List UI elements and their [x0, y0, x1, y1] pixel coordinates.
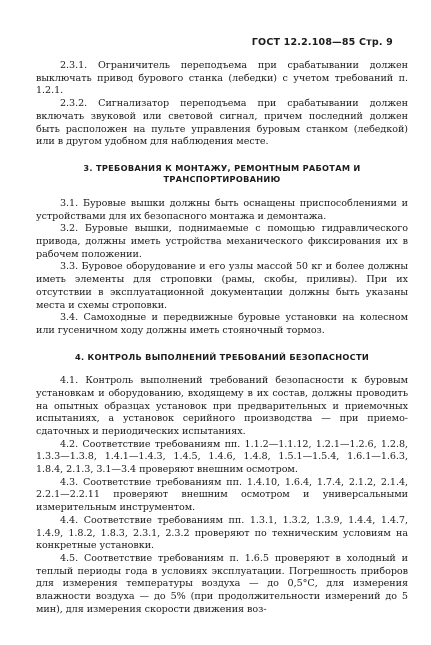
paragraph-4-1: 4.1. Контроль выполнений требований безопасности к буровым установкам и оборудованию, входящему в их состав, должны проводить на опытных образцах установок при предварительных и приемочных испытаниях, а установок серийного производства — при приемо-сдаточных и периодических испытаниях.	[36, 375, 408, 437]
paragraph-3-4: 3.4. Самоходные и передвижные буровые установки на колесном или гусеничном ходу должны иметь стояночный тормоз.	[36, 312, 408, 336]
paragraph-4-4: 4.4. Соответствие требованиям пп. 1.3.1, 1.3.2, 1.3.9, 1.4.4, 1.4.7, 1.4.9, 1.8.2, 1.8.3, 2.3.1, 2.3.2 проверяют по техническим условиям на конкретные установки.	[36, 514, 408, 552]
section-3-title: 3. ТРЕБОВАНИЯ К МОНТАЖУ, РЕМОНТНЫМ РАБОТАМ И ТРАНСПОРТИРОВАНИЮ	[83, 162, 361, 185]
paragraph-3-2: 3.2. Буровые вышки, поднимаемые с помощью гидравлического привода, должны иметь устройства механического фиксирования их в рабочем положении.	[36, 223, 408, 260]
paragraph-4-3: 4.3. Соответствие требованиям пп. 1.4.10, 1.6.4, 1.7.4, 2.1.2, 2.1.4, 2.2.1—2.2.11 проверяют внешним осмотром и универсальными измерительным инструментом.	[36, 476, 408, 514]
section-4-title: 4. КОНТРОЛЬ ВЫПОЛНЕНИЙ ТРЕБОВАНИЙ БЕЗОПАСНОСТИ	[74, 351, 370, 362]
paragraph-3-1: 3.1. Буровые вышки должны быть оснащены приспособлениями и устройствами для их безопасного монтажа и демонтажа.	[36, 197, 408, 222]
page-header: ГОСТ 12.2.108—85 Стр. 9	[251, 37, 393, 48]
paragraph-4-5: 4.5. Соответствие требованиям п. 1.6.5 проверяют в холодный и теплый периоды года в условиях эксплуатации. Погрешность приборов для измерения температуры воздуха — до 0,5°С, для измерения влажности воздуха — до 5% (при продолжительности измерений до 5 мин), для измерения скорости движения воз-	[36, 553, 408, 615]
paragraph-2-3-1: 2.3.1. Ограничитель переподъема при срабатывании должен выключать привод бурового станка (лебедки) с учетом требований п. 1.2.1.	[36, 60, 408, 97]
paragraph-3-3: 3.3. Буровое оборудование и его узлы массой 50 кг и более должны иметь элементы для строповки (рамы, скобы, приливы). При их отсутствии в эксплуатационной документации должны быть указаны места и схемы строповки.	[36, 261, 408, 311]
paragraph-4-2: 4.2. Соответствие требованиям пп. 1.1.2—1.1.12, 1.2.1—1.2.6, 1.2.8, 1.3.3—1.3.8, 1.4.1—1.4.3, 1.4.5, 1.4.6, 1.4.8, 1.5.1—1.5.4, 1.6.1—1.6.3, 1.8.4, 2.1.3, 3.1—3.4 проверяют внешним осмотром.	[36, 438, 408, 476]
document-body	[36, 60, 408, 617]
paragraph-2-3-2: 2.3.2. Сигнализатор переподъема при срабатывании должен включать звуковой или световой сигнал, причем последний должен быть расположен на пульте управления буровым станком (лебедкой) или в другом удобном для наблюдения месте.	[36, 98, 408, 148]
